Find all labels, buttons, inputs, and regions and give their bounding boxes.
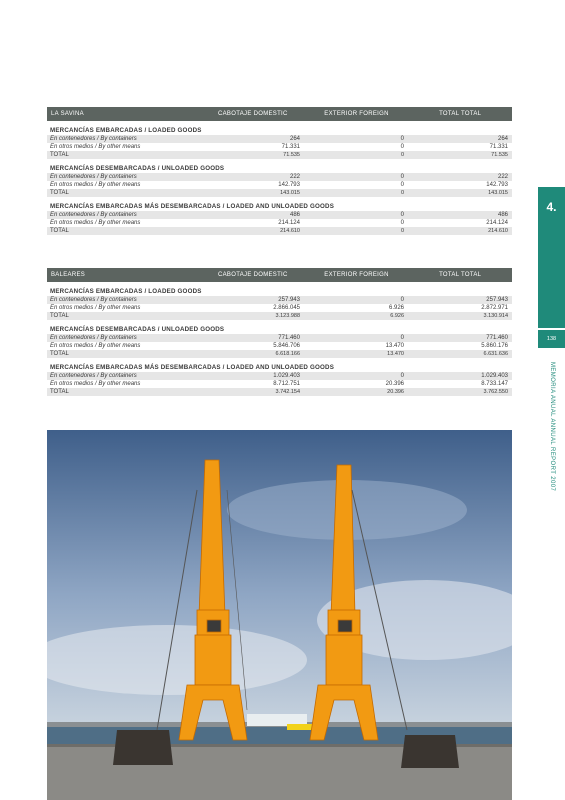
cell-domestic: 264 [289, 136, 300, 142]
row-label: TOTAL [50, 190, 69, 196]
header-foreign: EXTERIOR FOREIGN [324, 272, 389, 278]
header-region: BALEARES [51, 272, 86, 278]
report-title-vertical [549, 362, 555, 502]
chapter-number: 4. [546, 200, 557, 214]
cell-domestic: 771.460 [278, 335, 300, 341]
cell-foreign: 6.926 [390, 313, 404, 319]
row-label: TOTAL [50, 228, 69, 234]
table-row [47, 173, 512, 181]
row-label: En contenedores / By containers [50, 373, 137, 379]
cell-total: 222 [497, 174, 508, 180]
cell-domestic: 71.535 [283, 152, 300, 158]
cell-foreign: 0 [400, 190, 404, 196]
cell-domestic: 3.123.988 [275, 313, 300, 319]
table-row [47, 181, 512, 189]
cell-foreign: 6.926 [388, 305, 404, 311]
table-la-savina [47, 107, 512, 235]
cell-domestic: 6.618.166 [275, 351, 300, 357]
cell-foreign: 0 [400, 174, 404, 180]
table-row [47, 372, 512, 380]
cell-domestic: 5.846.706 [273, 343, 300, 349]
section-title: MERCANCÍAS DESEMBARCADAS / UNLOADED GOODS [50, 326, 225, 333]
table-row [47, 211, 512, 219]
cell-domestic: 8.712.751 [273, 381, 300, 387]
row-label: En otros medios / By other means [50, 144, 141, 150]
table-header [47, 268, 512, 282]
cell-domestic: 71.331 [281, 144, 300, 150]
section-title: MERCANCÍAS EMBARCADAS MÁS DESEMBARCADAS / LOADED AND UNLOADED GOODS [50, 364, 335, 371]
grab-bucket-right [401, 735, 459, 768]
cell-foreign: 0 [400, 373, 404, 379]
cell-foreign: 0 [400, 144, 404, 150]
cell-total: 264 [497, 136, 508, 142]
row-label: En otros medios / By other means [50, 305, 141, 311]
page-number: 138 [538, 330, 565, 348]
table-row [47, 151, 512, 159]
table-row [47, 342, 512, 350]
table-row [47, 143, 512, 151]
header-domestic: CABOTAJE DOMESTIC [218, 272, 288, 278]
cell-total: 2.872.971 [481, 305, 508, 311]
cell-foreign: 0 [400, 297, 404, 303]
row-label: TOTAL [50, 389, 69, 395]
table-row [47, 312, 512, 320]
table-body [47, 126, 512, 235]
cell-foreign: 0 [400, 152, 404, 158]
cell-total: 5.860.176 [481, 343, 508, 349]
cell-foreign: 0 [400, 228, 404, 234]
cell-total: 143.015 [488, 190, 508, 196]
table-row [47, 296, 512, 304]
cell-total: 142.793 [486, 182, 508, 188]
cell-total: 1.029.403 [481, 373, 508, 379]
row-label: En otros medios / By other means [50, 220, 141, 226]
table-row [47, 380, 512, 388]
grab-bucket-left [113, 730, 173, 765]
cell-total: 214.610 [488, 228, 508, 234]
cell-total: 71.331 [489, 144, 508, 150]
cell-foreign: 0 [400, 212, 404, 218]
cell-total: 3.762.550 [483, 389, 508, 395]
header-region: LA SAVINA [51, 111, 84, 117]
row-label: En contenedores / By containers [50, 335, 137, 341]
row-label: En contenedores / By containers [50, 297, 137, 303]
cell-foreign: 0 [400, 220, 404, 226]
cell-total: 71.535 [491, 152, 508, 158]
cell-foreign: 0 [400, 136, 404, 142]
cell-total: 6.631.636 [483, 351, 508, 357]
cell-domestic: 3.742.154 [275, 389, 300, 395]
table-row [47, 189, 512, 197]
cell-domestic: 143.015 [280, 190, 300, 196]
cell-domestic: 257.943 [278, 297, 300, 303]
header-total: TOTAL TOTAL [439, 111, 482, 117]
row-label: En otros medios / By other means [50, 381, 141, 387]
cell-domestic: 214.610 [280, 228, 300, 234]
table-row [47, 350, 512, 358]
cell-total: 771.460 [486, 335, 508, 341]
cell-total: 486 [497, 212, 508, 218]
cell-foreign: 0 [400, 335, 404, 341]
cell-domestic: 2.866.045 [273, 305, 300, 311]
cell-total: 8.733.147 [481, 381, 508, 387]
cell-foreign: 13.470 [387, 351, 404, 357]
table-row [47, 219, 512, 227]
section-title: MERCANCÍAS EMBARCADAS / LOADED GOODS [50, 288, 202, 295]
cell-total: 257.943 [486, 297, 508, 303]
cell-foreign: 13.470 [385, 343, 404, 349]
cell-domestic: 142.793 [278, 182, 300, 188]
cell-total: 3.130.914 [483, 313, 508, 319]
row-label: En contenedores / By containers [50, 136, 137, 142]
table-header [47, 107, 512, 121]
cell-total: 214.124 [486, 220, 508, 226]
cell-domestic: 222 [289, 174, 300, 180]
cell-domestic: 1.029.403 [273, 373, 300, 379]
cell-foreign: 20.396 [385, 381, 404, 387]
section-title: MERCANCÍAS DESEMBARCADAS / UNLOADED GOODS [50, 165, 225, 172]
table-row [47, 304, 512, 312]
table-row [47, 227, 512, 235]
header-foreign: EXTERIOR FOREIGN [324, 111, 389, 117]
row-label: TOTAL [50, 313, 69, 319]
table-body [47, 287, 512, 396]
table-row [47, 334, 512, 342]
table-baleares [47, 268, 512, 396]
section-title: MERCANCÍAS EMBARCADAS / LOADED GOODS [50, 127, 202, 134]
cell-domestic: 214.124 [278, 220, 300, 226]
cell-foreign: 0 [400, 182, 404, 188]
row-label: TOTAL [50, 351, 69, 357]
row-label: En otros medios / By other means [50, 182, 141, 188]
cell-foreign: 20.396 [387, 389, 404, 395]
section-title: MERCANCÍAS EMBARCADAS MÁS DESEMBARCADAS / LOADED AND UNLOADED GOODS [50, 203, 335, 210]
row-label: En contenedores / By containers [50, 174, 137, 180]
table-row [47, 135, 512, 143]
row-label: En contenedores / By containers [50, 212, 137, 218]
port-cranes-photo [47, 430, 512, 800]
header-domestic: CABOTAJE DOMESTIC [218, 111, 288, 117]
row-label: TOTAL [50, 152, 69, 158]
cell-domestic: 486 [289, 212, 300, 218]
header-total: TOTAL TOTAL [439, 272, 482, 278]
table-row [47, 388, 512, 396]
report-title: MEMORIA ANUAL ANNUAL REPORT 2007 [549, 362, 555, 492]
row-label: En otros medios / By other means [50, 343, 141, 349]
